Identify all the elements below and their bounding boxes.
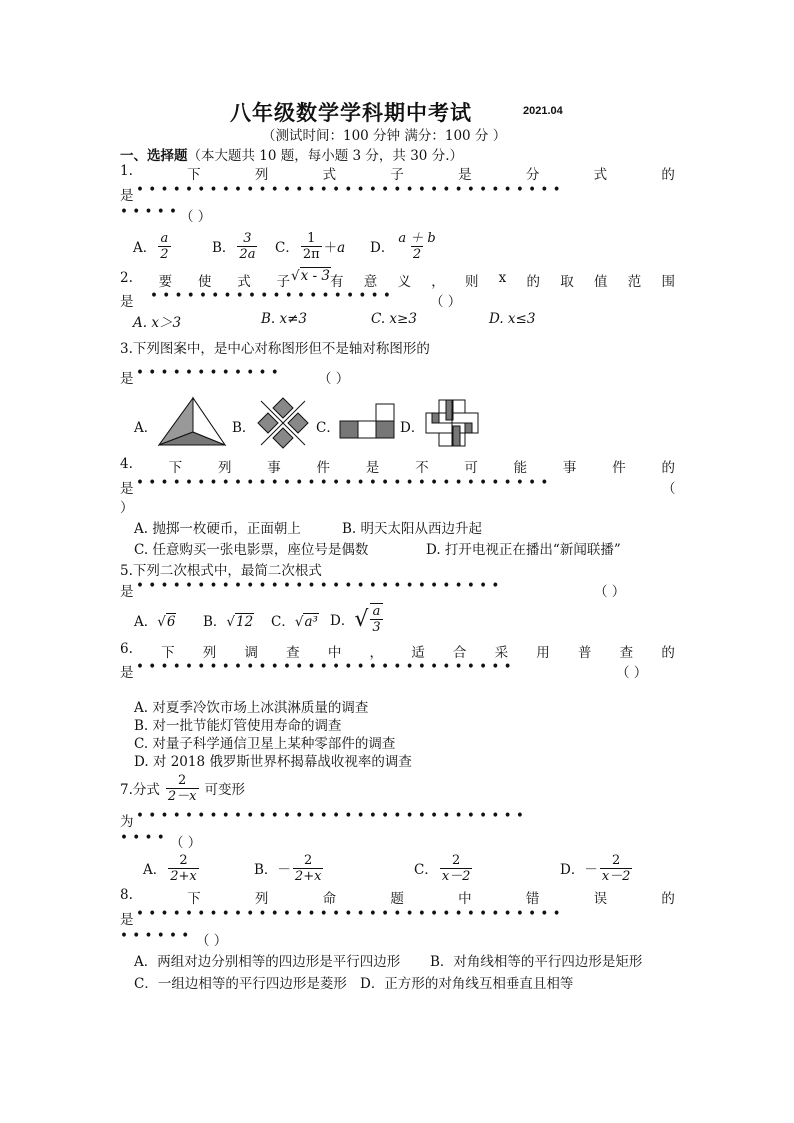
q1-paren: （ ） xyxy=(180,209,212,225)
q4-paren-close: ） xyxy=(120,500,134,516)
figure-blocks xyxy=(339,402,395,440)
q4-char: 列 xyxy=(217,460,232,476)
q6-char: 查 xyxy=(619,645,634,661)
dot-leader: • • • • • • • • • • • • • • • • • • • • • • • • • • • • • • • • • • • xyxy=(136,906,561,922)
option-label: A． xyxy=(134,614,158,630)
q6-char: 查 xyxy=(286,645,300,661)
q7-den: 2－x xyxy=(167,788,197,804)
q4-stem xyxy=(120,456,675,476)
q4-option-c: C. 任意购买一张电影票，座位号是偶数 xyxy=(134,542,369,558)
q7-option-b xyxy=(254,850,325,886)
q6-char: 普 xyxy=(577,645,592,661)
q5-option-d: D． √ $\frac{a}{3}$ xyxy=(330,604,381,635)
q8-char: 的 xyxy=(661,891,675,907)
frac-num: 2 xyxy=(304,852,313,868)
dot-leader: • • • • • • • • • • • • • • • • • • • • • • • • • • • • • • • • • • xyxy=(136,475,549,491)
q2-char: 意 xyxy=(363,274,378,290)
q4-option-a: A. 抛掷一枚硬币，正面朝上 xyxy=(134,521,301,537)
q8-paren: （ ） xyxy=(196,933,228,949)
option-label: C． xyxy=(271,614,295,630)
q6-option-a: A. 对夏季冷饮市场上冰淇淋质量的调查 xyxy=(134,700,369,716)
q8-number: 8. xyxy=(120,887,133,903)
dot-leader: • • • • xyxy=(120,830,165,846)
q5-option-c: C．√a³ xyxy=(271,614,318,630)
q8-option-b: B．对角线相等的平行四边形是矩形 xyxy=(430,954,643,970)
q1-option-c: C． $\frac{1}{2\pi}$ ＋a xyxy=(275,230,346,262)
radicand: a³ xyxy=(304,614,318,630)
q2-char: 义 xyxy=(397,274,411,290)
dot-leader: • • • • • • • • • • • • • • • • • • • • xyxy=(150,288,391,304)
q7-stem xyxy=(120,770,245,806)
q8-char: 命 xyxy=(322,891,337,907)
q2-radicand: x - 3 xyxy=(300,268,330,284)
q3-paren: （ ） xyxy=(318,371,350,387)
q3-label-a: A． xyxy=(134,420,158,436)
q1-lead: 是 xyxy=(120,188,134,204)
dot-leader: • • • • • • xyxy=(120,928,190,944)
q1-char: 下 xyxy=(187,167,201,183)
q6-paren: （ ） xyxy=(616,665,648,681)
q8-lead: 是 xyxy=(120,912,134,928)
option-label: C． xyxy=(275,240,299,256)
dot-leader: • • • • • • • • • • • • xyxy=(136,365,279,381)
q1-stem xyxy=(120,163,675,183)
q6-char: 列 xyxy=(202,645,217,661)
q8-option-a: A．两组对边分别相等的四边形是平行四边形 xyxy=(134,954,401,970)
q2-paren: （ ） xyxy=(430,294,462,310)
dot-leader: • • • • • • • • • • • • • • • • • • • • • • • • • • • • • • • • xyxy=(136,808,524,824)
q7-suffix: 可变形 xyxy=(204,782,245,798)
q2-char: 值 xyxy=(594,274,608,290)
q8-char: 列 xyxy=(254,891,269,907)
q8-char: 误 xyxy=(593,891,608,907)
q6-option-b: B. 对一批节能灯管使用寿命的调查 xyxy=(134,718,342,734)
q1-char: 列 xyxy=(254,167,269,183)
q1-char: 分 xyxy=(525,167,540,183)
q6-stem xyxy=(120,641,675,661)
q6-option-d: D. 对 2018 俄罗斯世界杯揭幕战收视率的调查 xyxy=(134,754,412,770)
q2-char: 围 xyxy=(661,274,675,290)
q2-char: ， xyxy=(431,274,445,290)
q1-char: 是 xyxy=(458,167,472,183)
q1-char: 子 xyxy=(390,167,404,183)
q6-number: 6. xyxy=(120,641,133,657)
q3-label-d: D． xyxy=(400,420,425,436)
q4-char: 可 xyxy=(464,460,478,476)
q2-char: 式 xyxy=(237,274,251,290)
radicand: 6 xyxy=(166,614,176,630)
q8-char: 中 xyxy=(458,891,472,907)
figure-triangle xyxy=(157,396,227,448)
q6-option-c: C. 对量子科学通信卫星上某种零部件的调查 xyxy=(134,736,396,752)
q6-char: 下 xyxy=(161,645,175,661)
q2-char: 范 xyxy=(627,274,642,290)
q4-option-d: D. 打开电视正在播出“新闻联播” xyxy=(426,542,621,558)
q2-option-a: A. x＞3 xyxy=(133,315,182,331)
frac-num: 2 xyxy=(611,852,621,868)
q3-lead: 是 xyxy=(120,371,134,387)
q4-char: 是 xyxy=(365,460,380,476)
frac-num: 2 xyxy=(179,852,188,868)
figure-cross-pattern xyxy=(424,398,480,448)
option-label: B． xyxy=(212,240,236,256)
q2-option-b: B. x≠3 xyxy=(261,311,308,327)
q7-option-c xyxy=(414,850,474,886)
frac-den: x－2 xyxy=(601,868,631,884)
section-desc: （本大题共 10 题，每小题 3 分，共 30 分.） xyxy=(187,148,463,164)
q8-char: 错 xyxy=(525,891,540,907)
exam-info: （测试时间：100 分钟 满分：100 分 ） xyxy=(262,128,507,144)
q6-char: 采 xyxy=(494,645,509,661)
q6-char: 中 xyxy=(327,645,342,661)
section-heading xyxy=(120,144,463,164)
q3-label-b: B． xyxy=(232,420,256,436)
q5-paren: （ ） xyxy=(594,584,626,600)
q1-option-d: D． $\frac{a + b}{2}$ xyxy=(370,230,436,262)
q1-option-b: B． $\frac{3}{2a}$ xyxy=(212,230,256,262)
q4-lead: 是 xyxy=(120,481,134,497)
q4-char: 事 xyxy=(267,460,281,476)
q2-char: 的 xyxy=(526,274,541,290)
q6-char: ， xyxy=(369,645,384,661)
exam-title: 八年级数学学科期中考试 xyxy=(230,101,472,125)
dot-leader: • • • • • xyxy=(120,204,177,220)
q4-paren-open: （ xyxy=(662,481,676,497)
option-label: A． xyxy=(133,240,157,256)
q6-char: 的 xyxy=(661,645,675,661)
q4-char: 事 xyxy=(562,460,577,476)
q2-char: 要 xyxy=(158,274,173,290)
q1-option-a: A． $\frac{a}{2}$ xyxy=(133,230,169,262)
q8-stem xyxy=(120,887,675,907)
q2-option-c: C. x≥3 xyxy=(371,311,417,327)
q4-char: 能 xyxy=(513,460,528,476)
q2-char: 使 xyxy=(197,274,212,290)
q8-char: 下 xyxy=(187,891,201,907)
q2-char: 则 xyxy=(464,274,479,290)
q4-char: 件 xyxy=(316,460,331,476)
dot-leader: • • • • • • • • • • • • • • • • • • • • • • • • • • • • • • • • • • • xyxy=(136,182,561,198)
exam-date: 2021.04 xyxy=(523,105,563,117)
option-label: D．－ xyxy=(560,862,598,878)
q2-option-d: D. x≤3 xyxy=(489,311,536,327)
q1-char: 式 xyxy=(593,167,608,183)
q5-lead: 是 xyxy=(120,584,134,600)
q8-option-d: D．正方形的对角线互相垂直且相等 xyxy=(360,976,574,992)
q3-label-c: C． xyxy=(316,420,340,436)
q2-char: 子 xyxy=(276,274,290,290)
option-label: B． xyxy=(203,614,227,630)
q7-lead: 为 xyxy=(120,814,134,830)
q6-char: 用 xyxy=(536,645,550,661)
option-label: D． xyxy=(370,240,395,256)
q4-char: 件 xyxy=(612,460,626,476)
q4-char: 的 xyxy=(661,460,675,476)
q2-stem-part2 xyxy=(330,270,675,290)
q1-char: 的 xyxy=(661,167,675,183)
q8-char: 题 xyxy=(390,891,404,907)
q2-char: x xyxy=(498,270,507,286)
option-label: A． xyxy=(143,862,167,878)
q7-option-d xyxy=(560,850,634,886)
q7-option-a xyxy=(143,850,201,886)
figure-diamonds xyxy=(256,396,310,450)
q7-prefix: 7.分式 xyxy=(120,782,160,798)
q6-char: 合 xyxy=(452,645,467,661)
q6-char: 适 xyxy=(411,645,425,661)
q1-number: 1. xyxy=(120,163,133,179)
frac-den: 2+x xyxy=(170,868,197,884)
q2-char: 有 xyxy=(330,274,344,290)
q2-radical: √x - 3 xyxy=(291,268,330,284)
q6-lead: 是 xyxy=(120,665,134,681)
q3-stem: 3.下列图案中，是中心对称图形但不是轴对称图形的 xyxy=(120,341,430,357)
option-label: D． xyxy=(330,613,355,629)
dot-leader: • • • • • • • • • • • • • • • • • • • • • • • • • • • • • • • xyxy=(136,659,512,675)
q2-char: 取 xyxy=(560,274,574,290)
q5-stem: 5.下列二次根式中，最简二次根式 xyxy=(120,563,322,579)
frac-num: 2 xyxy=(452,852,461,868)
q2-number: 2. xyxy=(120,270,133,286)
q2-lead: 是 xyxy=(120,294,134,310)
q8-option-c: C．一组边相等的平行四边形是菱形 xyxy=(134,976,347,992)
q5-option-a: A．√6 xyxy=(134,614,176,630)
q4-number: 4. xyxy=(120,456,133,472)
q1-char: 式 xyxy=(322,167,337,183)
q7-num: 2 xyxy=(178,772,187,788)
radicand-den: 3 xyxy=(372,620,381,635)
option-label: C． xyxy=(414,862,438,878)
q4-char: 不 xyxy=(415,460,429,476)
frac-den: x－2 xyxy=(441,868,471,884)
dot-leader: • • • • • • • • • • • • • • • • • • • • • • • • • • • • • • xyxy=(136,578,500,594)
radicand-num: a xyxy=(372,604,381,619)
q6-char: 调 xyxy=(244,645,258,661)
q4-char: 下 xyxy=(168,460,183,476)
q5-option-b: B．√12 xyxy=(203,614,254,630)
frac-den: 2+x xyxy=(294,868,322,884)
q2-stem-part1 xyxy=(120,270,290,290)
option-label: B．－ xyxy=(254,862,291,878)
q4-option-b: B. 明天太阳从西边升起 xyxy=(342,521,483,537)
radicand: 12 xyxy=(236,614,254,630)
q7-paren: （ ） xyxy=(170,835,202,851)
section-title: 一、选择题 xyxy=(120,148,188,164)
